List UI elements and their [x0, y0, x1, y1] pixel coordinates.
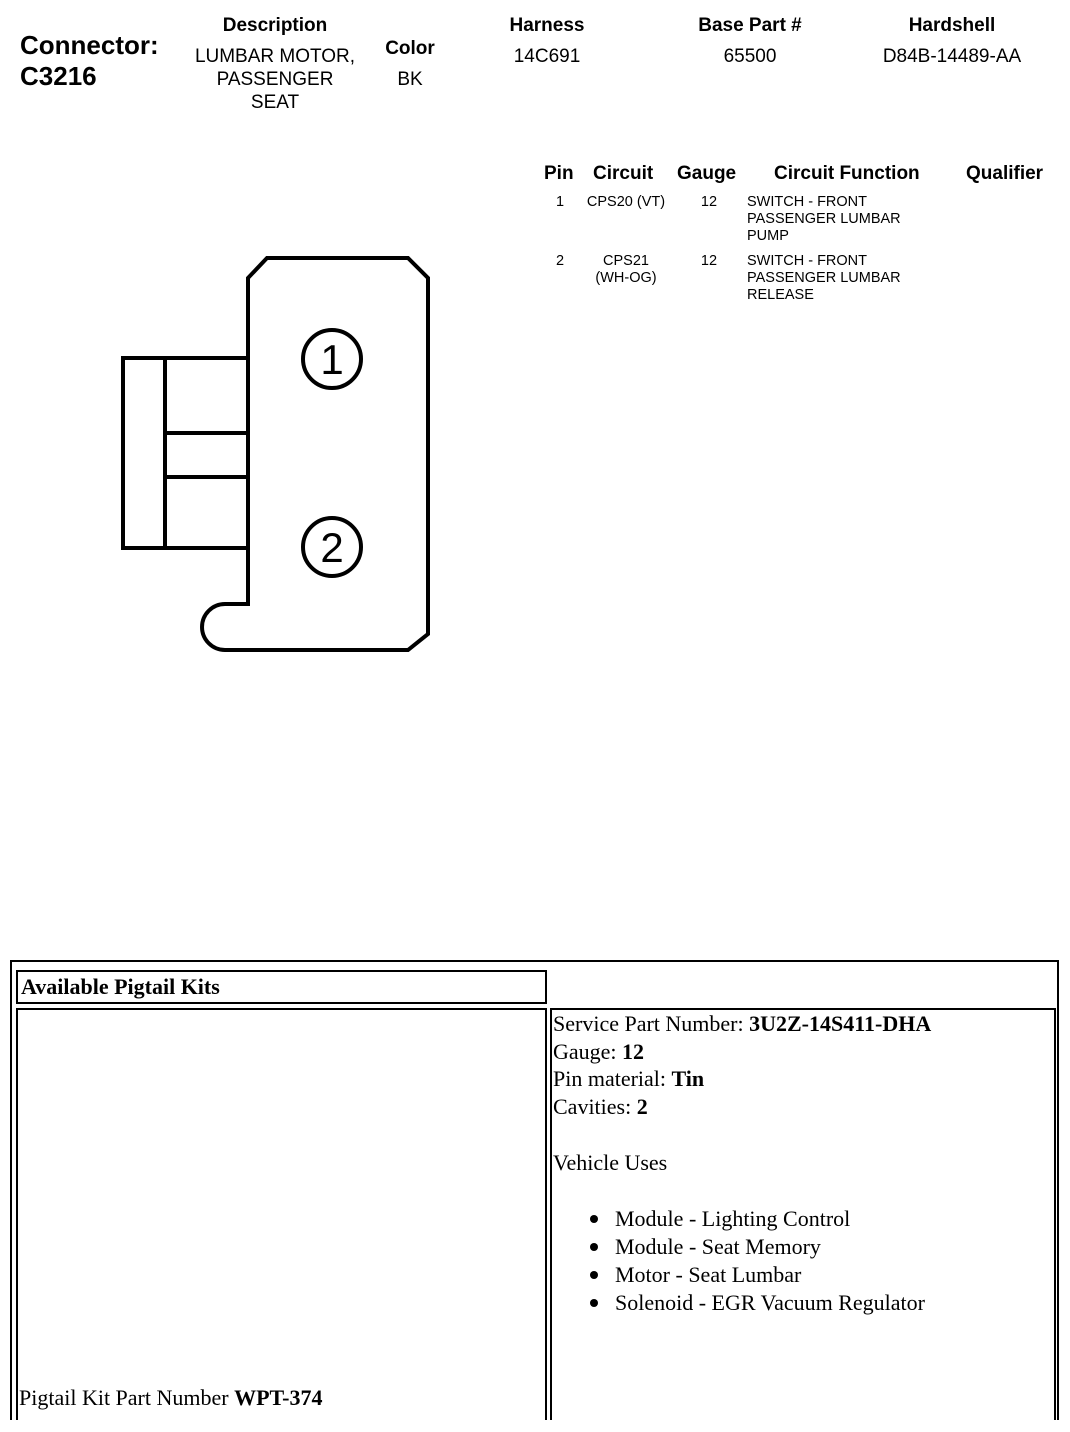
- bullet-icon: [590, 1271, 598, 1279]
- service-part-number: [553, 1010, 931, 1038]
- gauge-column-header: Gauge: [677, 163, 737, 184]
- description-header: Description: [222, 15, 328, 36]
- bullet-icon: [590, 1299, 598, 1307]
- hardshell-value: D84B-14489-AA: [882, 46, 1022, 67]
- service-part-label: Service Part Number:: [553, 1011, 750, 1036]
- kit-part-value: WPT-374: [234, 1385, 323, 1410]
- pin-1-label: 1: [320, 336, 344, 383]
- description-line: SEAT: [250, 92, 300, 113]
- pin-column-header: Pin: [544, 163, 574, 184]
- pin-material-label: Pin material:: [553, 1066, 672, 1091]
- description-line: PASSENGER: [216, 69, 334, 90]
- circuit-line: CPS21: [603, 253, 649, 269]
- pin-2-label: 2: [320, 524, 344, 571]
- harness-value: 14C691: [513, 46, 581, 67]
- harness-header: Harness: [509, 15, 585, 36]
- color-header: Color: [385, 38, 435, 59]
- description-value: [180, 45, 370, 114]
- service-part-value: 3U2Z-14S411-DHA: [749, 1011, 932, 1036]
- function-column-header: Circuit Function: [774, 163, 920, 184]
- list-item: [590, 1289, 925, 1317]
- cavities-label: Cavities:: [553, 1094, 637, 1119]
- vehicle-uses-list: [590, 1205, 925, 1317]
- connector-title: [20, 30, 159, 92]
- pin-cell: 2: [555, 253, 565, 269]
- vehicle-use-text: Module - Lighting Control: [615, 1206, 851, 1231]
- connector-housing-outline: [202, 258, 428, 650]
- pin-cell: 1: [555, 194, 565, 210]
- pigtail-kits-title: Available Pigtail Kits: [16, 970, 547, 1004]
- bullet-icon: [590, 1215, 598, 1223]
- hardshell-header: Hardshell: [908, 15, 996, 36]
- kit-gauge: [553, 1038, 644, 1066]
- function-line: SWITCH - FRONT: [747, 253, 868, 269]
- qualifier-column-header: Qualifier: [966, 163, 1044, 184]
- color-value: BK: [397, 69, 423, 90]
- circuit-line: (WH-OG): [595, 270, 657, 286]
- function-cell: [747, 194, 947, 245]
- gauge-label: Gauge:: [553, 1039, 623, 1064]
- circuit-cell: [578, 194, 674, 211]
- connector-latch-outer: [123, 358, 248, 548]
- bullet-icon: [590, 1243, 598, 1251]
- circuit-column-header: Circuit: [593, 163, 654, 184]
- gauge-value: 12: [622, 1039, 645, 1064]
- cavities-value: 2: [636, 1094, 648, 1119]
- function-line: SWITCH - FRONT: [747, 194, 868, 210]
- circuit-line: CPS20 (VT): [586, 194, 666, 210]
- pin-material: [553, 1065, 704, 1093]
- pigtail-kit-image-cell: [16, 1008, 547, 1420]
- vehicle-uses-heading: Vehicle Uses: [553, 1150, 668, 1175]
- function-line: PUMP: [747, 228, 789, 244]
- circuit-cell: [578, 253, 674, 287]
- cavities: [553, 1093, 648, 1121]
- connector-label: Connector:: [20, 30, 159, 60]
- vehicle-use-text: Motor - Seat Lumbar: [615, 1262, 802, 1287]
- connector-face-diagram: [110, 250, 440, 660]
- list-item: [590, 1233, 925, 1261]
- base-part-header: Base Part #: [698, 15, 802, 36]
- kit-part-label: Pigtail Kit Part Number: [19, 1385, 235, 1410]
- vehicle-use-text: Module - Seat Memory: [615, 1234, 821, 1259]
- base-part-value: 65500: [723, 46, 777, 67]
- function-line: PASSENGER LUMBAR: [747, 211, 901, 227]
- function-line: PASSENGER LUMBAR: [747, 270, 901, 286]
- gauge-cell: 12: [700, 253, 718, 269]
- pigtail-kit-part-number: [19, 1385, 323, 1411]
- vehicle-use-text: Solenoid - EGR Vacuum Regulator: [615, 1290, 925, 1315]
- list-item: [590, 1261, 925, 1289]
- gauge-cell: 12: [700, 194, 718, 210]
- pin-material-value: Tin: [671, 1066, 705, 1091]
- description-line: LUMBAR MOTOR,: [194, 46, 356, 67]
- function-cell: [747, 253, 947, 304]
- function-line: RELEASE: [747, 287, 814, 303]
- connector-id: C3216: [20, 61, 97, 91]
- list-item: [590, 1205, 925, 1233]
